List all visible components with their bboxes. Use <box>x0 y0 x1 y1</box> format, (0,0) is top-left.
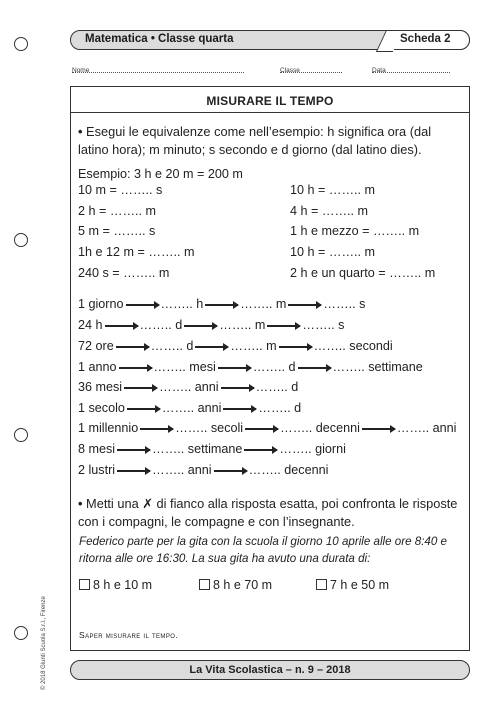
arrow-icon <box>267 325 300 327</box>
arrow-icon <box>244 449 277 451</box>
footer-bar <box>70 660 470 680</box>
checkbox[interactable] <box>79 579 90 590</box>
chain-row <box>78 421 456 435</box>
chain-step: …….. decenni <box>280 421 360 435</box>
option-label: 8 h e 70 m <box>213 578 273 592</box>
arrow-icon <box>126 304 159 306</box>
option-1[interactable] <box>79 578 152 592</box>
header-bar <box>70 30 470 50</box>
arrow-icon <box>127 408 160 410</box>
arrow-icon <box>117 449 150 451</box>
chain-step: …….. mesi <box>153 360 216 374</box>
chain-step: …….. giorni <box>279 442 346 456</box>
arrow-icon <box>105 325 138 327</box>
chain-step: …….. d <box>252 360 296 374</box>
chain-row <box>78 360 423 374</box>
equivalence-right-5: 2 h e un quarto = …….. m <box>290 266 436 280</box>
chain-step: …….. m <box>240 297 287 311</box>
learning-objective: Saper misurare il tempo. <box>79 630 179 640</box>
checkbox[interactable] <box>316 579 327 590</box>
binder-hole-2 <box>14 233 28 247</box>
chain-row <box>78 463 328 477</box>
chain-row <box>78 318 344 332</box>
option-3[interactable] <box>316 578 389 592</box>
equivalence-left-4: 1h e 12 m = …….. m <box>78 245 195 259</box>
chain-step: …….. anni <box>161 401 222 415</box>
instruction-2-text: Metti una ✗ di fianco alla risposta esatta, poi confronta le risposte con i compagni, le compagne e con l’insegnante. <box>78 496 458 529</box>
chain-step: …….. s <box>302 318 345 332</box>
equivalence-right-3: 1 h e mezzo = …….. m <box>290 224 420 238</box>
arrow-icon <box>205 304 238 306</box>
chain-step: …….. d <box>255 380 299 394</box>
chain-step: …….. decenni <box>248 463 329 477</box>
chain-step: …….. d <box>258 401 302 415</box>
chain-row <box>78 380 298 394</box>
sheet-label: Scheda 2 <box>400 33 451 45</box>
equivalence-left-1: 10 m = …….. s <box>78 183 163 197</box>
binder-hole-3 <box>14 428 28 442</box>
chain-step: …….. h <box>160 297 204 311</box>
arrow-icon <box>195 346 228 348</box>
binder-hole-1 <box>14 37 28 51</box>
chain-step: …….. m <box>219 318 266 332</box>
chain-start: 1 secolo <box>78 401 125 415</box>
arrow-icon <box>362 428 395 430</box>
arrow-icon <box>221 387 254 389</box>
arrow-icon <box>298 367 331 369</box>
checkbox[interactable] <box>199 579 210 590</box>
arrow-icon <box>184 325 217 327</box>
option-label: 8 h e 10 m <box>93 578 153 592</box>
header-title: Matematica • Classe quarta <box>85 33 234 45</box>
chain-start: 2 lustri <box>78 463 116 477</box>
chain-step: …….. anni <box>152 463 212 477</box>
copyright-note: © 2018 Giunti Scuola S.r.l., Firenze <box>41 596 47 690</box>
worksheet-title: MISURARE IL TEMPO <box>206 94 334 108</box>
equivalence-left-5: 240 s = …….. m <box>78 266 170 280</box>
chain-step: …….. secondi <box>313 339 393 353</box>
date-field[interactable] <box>372 67 450 73</box>
chain-step: …….. m <box>230 339 277 353</box>
equivalence-right-1: 10 h = …….. m <box>290 183 376 197</box>
chain-step: …….. d <box>150 339 194 353</box>
chain-row <box>78 442 346 456</box>
date-label: Data <box>372 67 386 74</box>
arrow-icon <box>214 470 247 472</box>
chain-step: …….. anni <box>159 380 219 394</box>
chain-start: 8 mesi <box>78 442 116 456</box>
equivalence-right-4: 10 h = …….. m <box>290 245 376 259</box>
chain-step: …….. d <box>139 318 183 332</box>
example: Esempio: 3 h e 20 m = 200 m <box>78 167 243 181</box>
chain-row <box>78 401 301 415</box>
arrow-icon <box>218 367 251 369</box>
equivalence-left-3: 5 m = …….. s <box>78 224 156 238</box>
arrow-icon <box>140 428 173 430</box>
option-2[interactable] <box>199 578 272 592</box>
arrow-icon <box>223 408 256 410</box>
equivalence-right-2: 4 h = …….. m <box>290 204 369 218</box>
chain-step: …….. settimane <box>152 442 243 456</box>
arrow-icon <box>279 346 312 348</box>
chain-start: 1 giorno <box>78 297 124 311</box>
chain-start: 1 anno <box>78 360 117 374</box>
chain-start: 24 h <box>78 318 103 332</box>
arrow-icon <box>124 387 157 389</box>
arrow-icon <box>119 367 152 369</box>
worksheet-card <box>70 86 470 651</box>
instruction-1-text: Esegui le equivalenze come nell’esempio: h significa ora (dal latino hora); m minuto; s secondo e d giorno (dal latino dies). <box>78 124 432 157</box>
name-label: Nome <box>72 67 90 74</box>
instruction-2: • Metti una ✗ di fianco alla risposta esatta, poi confronta le risposte con i compagni, le compagne e con l’insegnante. <box>78 496 458 529</box>
footer-text: La Vita Scolastica – n. 9 – 2018 <box>189 664 351 676</box>
arrow-icon <box>116 346 149 348</box>
chain-step: …….. s <box>323 297 366 311</box>
equivalence-left-2: 2 h = …….. m <box>78 204 157 218</box>
instruction-1: • Esegui le equivalenze come nell’esempio: h significa ora (dal latino hora); m minuto; s secondo e d giorno (dal latino dies). <box>78 124 432 157</box>
problem-text: Federico parte per la gita con la scuola il giorno 10 aprile alle ore 8:40 e ritorna alle ore 16:30. La sua gita ha avuto una durata di: <box>79 535 447 565</box>
class-field[interactable] <box>280 67 342 73</box>
chain-row <box>78 297 365 311</box>
arrow-icon <box>117 470 150 472</box>
option-label: 7 h e 50 m <box>330 578 390 592</box>
chain-start: 36 mesi <box>78 380 123 394</box>
chain-step: …….. anni <box>396 421 457 435</box>
class-label: Classe <box>280 67 300 74</box>
arrow-icon <box>288 304 321 306</box>
sheet-tab <box>390 30 470 50</box>
chain-start: 1 millennio <box>78 421 139 435</box>
chain-row <box>78 339 393 353</box>
chain-step: …….. settimane <box>332 360 423 374</box>
arrow-icon <box>245 428 278 430</box>
chain-step: …….. secoli <box>175 421 244 435</box>
chain-start: 72 ore <box>78 339 114 353</box>
title-divider <box>71 112 469 113</box>
name-field[interactable] <box>72 67 244 73</box>
binder-hole-4 <box>14 626 28 640</box>
